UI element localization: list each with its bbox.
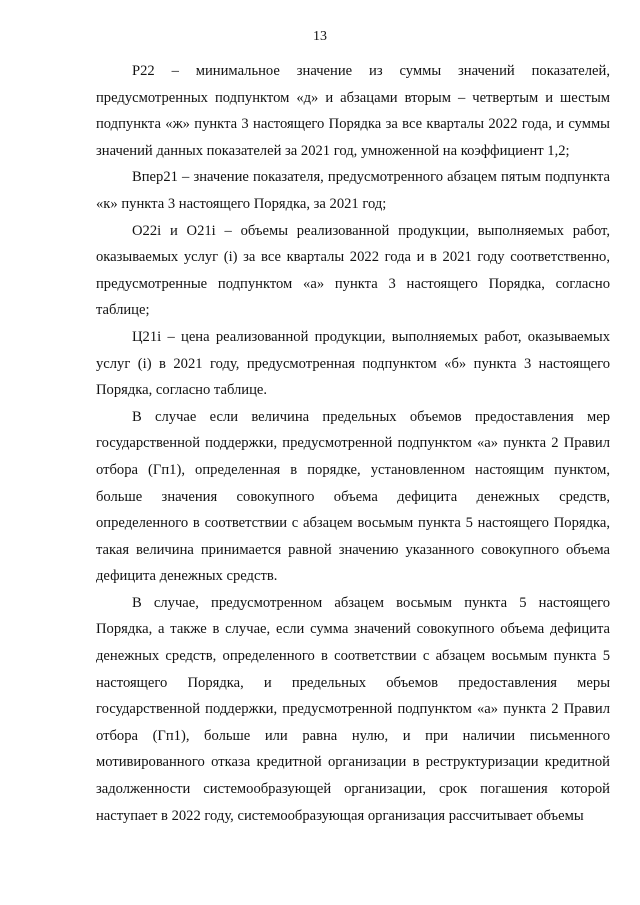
paragraph-c21-definition: Ц21i – цена реализованной продукции, выполняемых работ, оказываемых услуг (i) в 2021 году, предусмотренная подпунктом «б» пункта 3 настоящего Порядка, согласно таблице. bbox=[96, 328, 610, 399]
document-body bbox=[96, 58, 610, 829]
paragraph-r22-definition: Р22 – минимальное значение из суммы значений показателей, предусмотренных подпунктом «д» и абзацами вторым – четвертым и шестым подпункта «ж» пункта 3 настоящего Порядка за все кварталы 2022 года, и суммы значений данных показателей за 2021 год, умноженной на коэффициент 1,2; bbox=[96, 63, 610, 159]
paragraph-limit-rule: В случае если величина предельных объемов предоставления мер государственной поддержки, предусмотренной подпунктом «а» пункта 2 Правил отбора (Гп1), определенная в порядке, установленном настоящим пунктом, больше значения совокупного объема дефицита денежных средств, определенного в соответствии с абзацем восьмым пункта 5 настоящего Порядка, такая величина принимается равной значению указанного совокупного объема дефицита денежных средств. bbox=[96, 408, 610, 585]
page-number: 13 bbox=[313, 29, 327, 44]
paragraph-refusal-case: В случае, предусмотренном абзацем восьмым пункта 5 настоящего Порядка, а также в случае, если сумма значений совокупного объема дефицита денежных средств, определенного в соответствии с абзацем восьмым пункта 5 настоящего Порядка, и предельных объемов предоставления меры государственной поддержки, предусмотренной подпунктом «а» пункта 2 Правил отбора (Гп1), больше или равна нулю, и при наличии письменного мотивированного отказа кредитной организации в реструктуризации кредитной задолженности системообразующей организации, срок погашения которой наступает в 2022 году, системообразующая организация рассчитывает объемы bbox=[96, 594, 610, 824]
paragraph-o22-o21-definition: О22i и О21i – объемы реализованной продукции, выполняемых работ, оказываемых услуг (i) за все кварталы 2022 года и в 2021 году соответственно, предусмотренные подпунктом «а» пункта 3 настоящего Порядка, согласно таблице; bbox=[96, 222, 610, 319]
paragraph-vper21-definition: Впер21 – значение показателя, предусмотренного абзацем пятым подпункта «к» пункта 3 настоящего Порядка, за 2021 год; bbox=[96, 169, 610, 212]
